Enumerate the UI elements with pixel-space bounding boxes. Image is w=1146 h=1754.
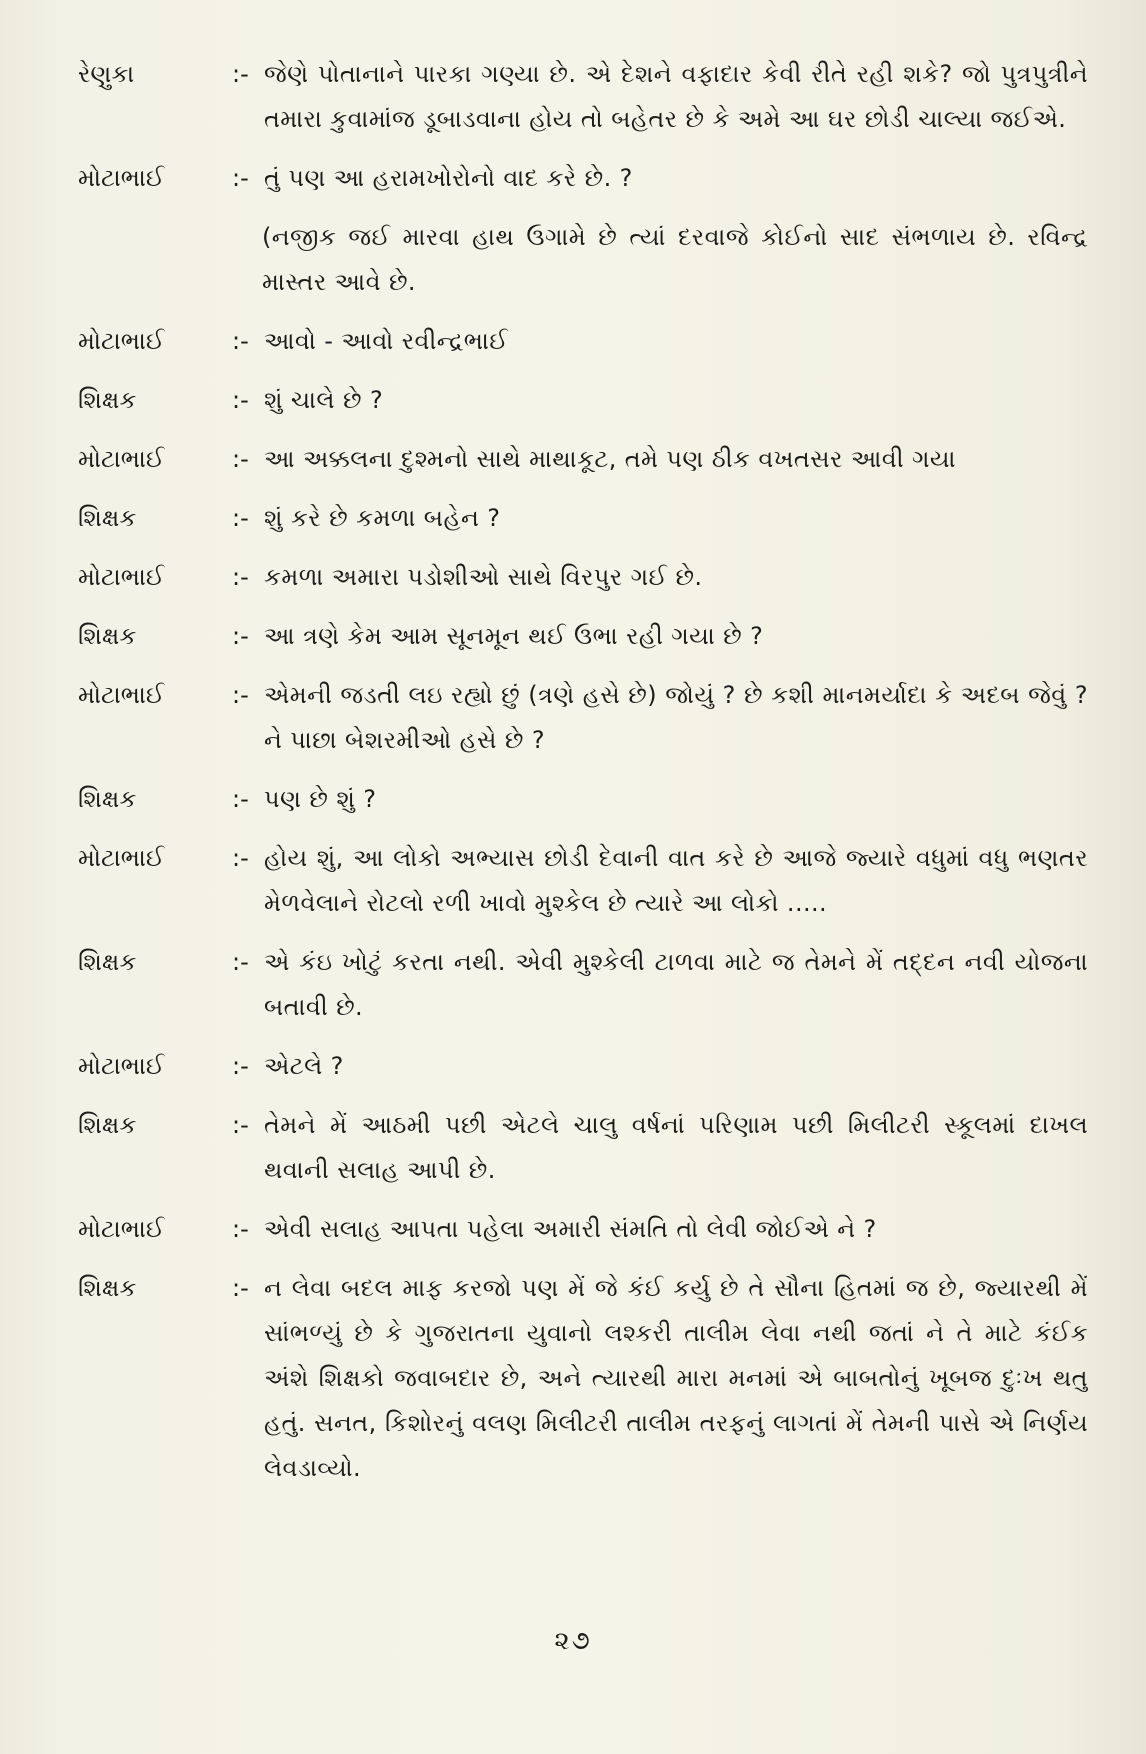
speech-text: એમની જડતી લઇ રહ્યો છું (ત્રણે હસે છે) જોયું ? છે કશી માનમર્યાદા કે અદબ જેવું ? ને પાછા બેશરમીઓ હસે છે ? xyxy=(264,681,1088,754)
dialogue-entry xyxy=(78,1044,1088,1089)
speaker-name: રેણુકા xyxy=(78,60,135,88)
speaker-name: શિક્ષક xyxy=(78,504,137,532)
speaker-separator: :- xyxy=(232,1111,249,1139)
speaker-name: શિક્ષક xyxy=(78,622,137,650)
dialogue-entry xyxy=(78,614,1088,659)
speaker-name: શિક્ષક xyxy=(78,386,137,414)
speaker-name: મોટાભાઈ xyxy=(78,844,165,872)
dialogue-entry xyxy=(78,156,1088,201)
dialogue-entry xyxy=(78,777,1088,822)
speech-text: આ ત્રણે કેમ આમ સૂનમૂન થઈ ઉભા રહી ગયા છે ? xyxy=(264,622,764,650)
speaker-name: શિક્ષક xyxy=(78,948,137,976)
speech-text: કમળા અમારા પડોશીઓ સાથે વિરપુર ગઈ છે. xyxy=(264,563,703,591)
stage-direction xyxy=(78,215,1088,305)
dialogue-entry xyxy=(78,940,1088,1030)
speaker-separator: :- xyxy=(232,1274,249,1302)
speech-text: એ કંઇ ખોટું કરતા નથી. એવી મુશ્કેલી ટાળવા માટે જ તેમને મેં તદ્દન નવી યોજના બતાવી છે. xyxy=(264,948,1088,1021)
dialogue-entry xyxy=(78,52,1088,142)
speech-text: એટલે ? xyxy=(264,1052,344,1080)
speech-text: આ અક્કલના દુશ્મનો સાથે માથાકૂટ, તમે પણ ઠીક વખતસર આવી ગયા xyxy=(264,445,956,473)
speech-text: જેણે પોતાનાને પારકા ગણ્યા છે. એ દેશને વફાદાર કેવી રીતે રહી શકે? જો પુત્રપુત્રીને તમારા કુવામાંજ ડૂબાડવાના હોય તો બહેતર છે કે અમે આ ઘર છોડી ચાલ્યા જઈએ. xyxy=(264,60,1088,133)
speech-text: તું પણ આ હરામખોરોનો વાદ કરે છે. ? xyxy=(264,164,633,192)
speaker-name: મોટાભાઈ xyxy=(78,164,165,192)
dialogue-entry xyxy=(78,1103,1088,1193)
speaker-name: મોટાભાઈ xyxy=(78,327,165,355)
speaker-separator: :- xyxy=(232,1052,249,1080)
speech-text: શું ચાલે છે ? xyxy=(264,386,384,414)
speaker-name: મોટાભાઈ xyxy=(78,1215,165,1243)
dialogue-block xyxy=(78,52,1088,1505)
speaker-name: મોટાભાઈ xyxy=(78,563,165,591)
speaker-separator: :- xyxy=(232,1215,249,1243)
speaker-name: શિક્ષક xyxy=(78,1111,137,1139)
dialogue-entry xyxy=(78,1207,1088,1252)
speech-text: હોય શું, આ લોકો અભ્યાસ છોડી દેવાની વાત કરે છે આજે જ્યારે વધુમાં વધુ ભણતર મેળવેલાને રોટલો રળી ખાવો મુશ્કેલ છે ત્યારે આ લોકો ..... xyxy=(264,844,1088,917)
speaker-separator: :- xyxy=(232,164,249,192)
speaker-separator: :- xyxy=(232,60,249,88)
speaker-separator: :- xyxy=(232,948,249,976)
speaker-separator: :- xyxy=(232,785,249,813)
page-number: ૨૭ xyxy=(554,1626,592,1656)
dialogue-entry xyxy=(78,319,1088,364)
speech-text: એવી સલાહ આપતા પહેલા અમારી સંમતિ તો લેવી જોઈએ ને ? xyxy=(264,1215,877,1243)
stage-direction-text: (નજીક જઈ મારવા હાથ ઉગામે છે ત્યાં દરવાજે કોઈનો સાદ સંભળાય છે. રવિન્દ્ર માસ્તર આવે છે. xyxy=(262,223,1088,296)
speaker-separator: :- xyxy=(232,844,249,872)
speaker-separator: :- xyxy=(232,681,249,709)
dialogue-entry xyxy=(78,496,1088,541)
speaker-name: મોટાભાઈ xyxy=(78,445,165,473)
dialogue-entry xyxy=(78,555,1088,600)
speaker-name: શિક્ષક xyxy=(78,1274,137,1302)
speaker-name: મોટાભાઈ xyxy=(78,681,165,709)
speaker-separator: :- xyxy=(232,563,249,591)
dialogue-entry xyxy=(78,437,1088,482)
speech-text: ન લેવા બદલ માફ કરજો પણ મેં જે કંઈ કર્યુ છે તે સૌના હિતમાં જ છે, જ્યારથી મેં સાંભળ્યું છે કે ગુજરાતના યુવાનો લશ્કરી તાલીમ લેવા નથી જતાં ને તે માટે કંઈક અંશે શિક્ષકો જવાબદાર છે, અને ત્યારથી મારા મનમાં એ બાબતોનું ખૂબજ દુઃખ થતુ હતું. સનત, કિશોરનું વલણ મિલીટરી તાલીમ તરફનું લાગતાં મેં તેમની પાસે એ નિર્ણય લેવડાવ્યો. xyxy=(264,1274,1088,1482)
speaker-name: મોટાભાઈ xyxy=(78,1052,165,1080)
dialogue-entry xyxy=(78,836,1088,926)
speaker-separator: :- xyxy=(232,386,249,414)
dialogue-entry xyxy=(78,673,1088,763)
speech-text: શું કરે છે કમળા બહેન ? xyxy=(264,504,501,532)
speaker-name: શિક્ષક xyxy=(78,785,137,813)
speech-text: આવો - આવો રવીન્દ્રભાઈ xyxy=(264,327,509,355)
speaker-separator: :- xyxy=(232,445,249,473)
dialogue-entry xyxy=(78,378,1088,423)
dialogue-entry xyxy=(78,1266,1088,1491)
speaker-separator: :- xyxy=(232,622,249,650)
speech-text: તેમને મેં આઠમી પછી એટલે ચાલુ વર્ષનાં પરિણામ પછી મિલીટરી સ્કૂલમાં દાખલ થવાની સલાહ આપી છે. xyxy=(264,1111,1088,1184)
speech-text: પણ છે શું ? xyxy=(264,785,377,813)
speaker-separator: :- xyxy=(232,504,249,532)
speaker-separator: :- xyxy=(232,327,249,355)
stage-indent xyxy=(78,215,262,305)
